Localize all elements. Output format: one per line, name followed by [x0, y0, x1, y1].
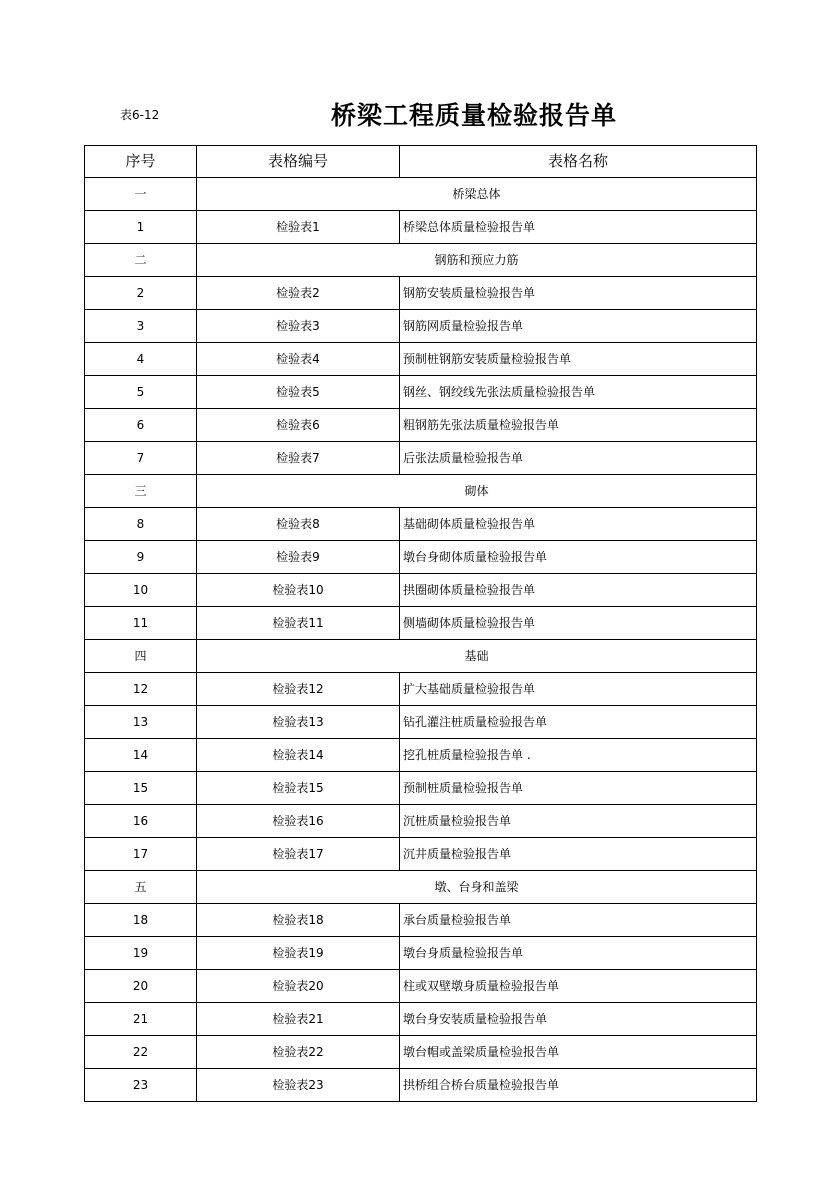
section-title: 墩、台身和盖梁 — [197, 871, 757, 904]
form-name: 钻孔灌注桩质量检验报告单 — [400, 706, 757, 739]
document-title: 桥梁工程质量检验报告单 — [330, 101, 617, 130]
section-number: 五 — [85, 871, 197, 904]
form-code: 检验表12 — [197, 673, 400, 706]
form-code: 检验表17 — [197, 838, 400, 871]
table-row — [85, 211, 757, 244]
form-code: 检验表20 — [197, 970, 400, 1003]
form-name: 钢丝、钢绞线先张法质量检验报告单 — [400, 376, 757, 409]
table-row — [85, 310, 757, 343]
column-header-no: 序号 — [85, 146, 197, 178]
table-row — [85, 1069, 757, 1102]
table-row — [85, 574, 757, 607]
form-name: 沉桩质量检验报告单 — [400, 805, 757, 838]
form-code: 检验表14 — [197, 739, 400, 772]
row-number: 12 — [85, 673, 197, 706]
row-number: 20 — [85, 970, 197, 1003]
form-code: 检验表22 — [197, 1036, 400, 1069]
row-number: 23 — [85, 1069, 197, 1102]
form-code: 检验表2 — [197, 277, 400, 310]
section-row — [85, 244, 757, 277]
table-header-row — [85, 146, 757, 178]
row-number: 18 — [85, 904, 197, 937]
row-number: 17 — [85, 838, 197, 871]
table-row — [85, 541, 757, 574]
table-code: 表6-12 — [120, 108, 160, 122]
form-code: 检验表23 — [197, 1069, 400, 1102]
section-number: 四 — [85, 640, 197, 673]
table-row — [85, 376, 757, 409]
form-name: 柱或双壁墩身质量检验报告单 — [400, 970, 757, 1003]
table-row — [85, 409, 757, 442]
form-name: 基础砌体质量检验报告单 — [400, 508, 757, 541]
form-name: 挖孔桩质量检验报告单 . — [400, 739, 757, 772]
form-name: 承台质量检验报告单 — [400, 904, 757, 937]
form-code: 检验表16 — [197, 805, 400, 838]
form-code: 检验表3 — [197, 310, 400, 343]
form-code: 检验表1 — [197, 211, 400, 244]
form-name: 钢筋网质量检验报告单 — [400, 310, 757, 343]
form-name: 预制桩钢筋安装质量检验报告单 — [400, 343, 757, 376]
form-code: 检验表5 — [197, 376, 400, 409]
section-number: 二 — [85, 244, 197, 277]
table-row — [85, 937, 757, 970]
table-row — [85, 343, 757, 376]
table-row — [85, 970, 757, 1003]
row-number: 21 — [85, 1003, 197, 1036]
section-title: 砌体 — [197, 475, 757, 508]
form-code: 检验表19 — [197, 937, 400, 970]
section-row — [85, 640, 757, 673]
form-name: 扩大基础质量检验报告单 — [400, 673, 757, 706]
row-number: 8 — [85, 508, 197, 541]
row-number: 3 — [85, 310, 197, 343]
table-row — [85, 706, 757, 739]
form-code: 检验表11 — [197, 607, 400, 640]
row-number: 9 — [85, 541, 197, 574]
row-number: 16 — [85, 805, 197, 838]
row-number: 2 — [85, 277, 197, 310]
form-name: 钢筋安装质量检验报告单 — [400, 277, 757, 310]
section-title: 钢筋和预应力筋 — [197, 244, 757, 277]
form-code: 检验表9 — [197, 541, 400, 574]
column-header-name: 表格名称 — [400, 146, 757, 178]
form-name: 后张法质量检验报告单 — [400, 442, 757, 475]
row-number: 7 — [85, 442, 197, 475]
table-row — [85, 442, 757, 475]
form-name: 拱圈砌体质量检验报告单 — [400, 574, 757, 607]
inspection-report-table — [84, 145, 757, 1102]
form-code: 检验表8 — [197, 508, 400, 541]
table-row — [85, 1003, 757, 1036]
table-row — [85, 607, 757, 640]
table-row — [85, 904, 757, 937]
row-number: 22 — [85, 1036, 197, 1069]
table-row — [85, 1036, 757, 1069]
form-code: 检验表21 — [197, 1003, 400, 1036]
section-number: 三 — [85, 475, 197, 508]
row-number: 14 — [85, 739, 197, 772]
row-number: 10 — [85, 574, 197, 607]
row-number: 19 — [85, 937, 197, 970]
form-name: 墩台帽或盖梁质量检验报告单 — [400, 1036, 757, 1069]
row-number: 15 — [85, 772, 197, 805]
form-name: 桥梁总体质量检验报告单 — [400, 211, 757, 244]
table-row — [85, 805, 757, 838]
form-name: 粗钢筋先张法质量检验报告单 — [400, 409, 757, 442]
table-row — [85, 508, 757, 541]
section-row — [85, 178, 757, 211]
form-name: 墩台身砌体质量检验报告单 — [400, 541, 757, 574]
row-number: 5 — [85, 376, 197, 409]
section-title: 桥梁总体 — [197, 178, 757, 211]
form-name: 拱桥组合桥台质量检验报告单 — [400, 1069, 757, 1102]
table-body — [85, 178, 757, 1102]
row-number: 11 — [85, 607, 197, 640]
section-row — [85, 475, 757, 508]
form-code: 检验表4 — [197, 343, 400, 376]
row-number: 13 — [85, 706, 197, 739]
form-code: 检验表6 — [197, 409, 400, 442]
form-name: 沉井质量检验报告单 — [400, 838, 757, 871]
row-number: 4 — [85, 343, 197, 376]
column-header-code: 表格编号 — [197, 146, 400, 178]
table-row — [85, 739, 757, 772]
form-name: 墩台身安装质量检验报告单 — [400, 1003, 757, 1036]
section-title: 基础 — [197, 640, 757, 673]
section-number: 一 — [85, 178, 197, 211]
table-row — [85, 838, 757, 871]
form-code: 检验表15 — [197, 772, 400, 805]
form-code: 检验表13 — [197, 706, 400, 739]
form-code: 检验表18 — [197, 904, 400, 937]
form-code: 检验表10 — [197, 574, 400, 607]
row-number: 1 — [85, 211, 197, 244]
table-row — [85, 772, 757, 805]
table-row — [85, 277, 757, 310]
form-code: 检验表7 — [197, 442, 400, 475]
row-number: 6 — [85, 409, 197, 442]
form-name: 墩台身质量检验报告单 — [400, 937, 757, 970]
form-name: 侧墙砌体质量检验报告单 — [400, 607, 757, 640]
table-row — [85, 673, 757, 706]
section-row — [85, 871, 757, 904]
form-name: 预制桩质量检验报告单 — [400, 772, 757, 805]
